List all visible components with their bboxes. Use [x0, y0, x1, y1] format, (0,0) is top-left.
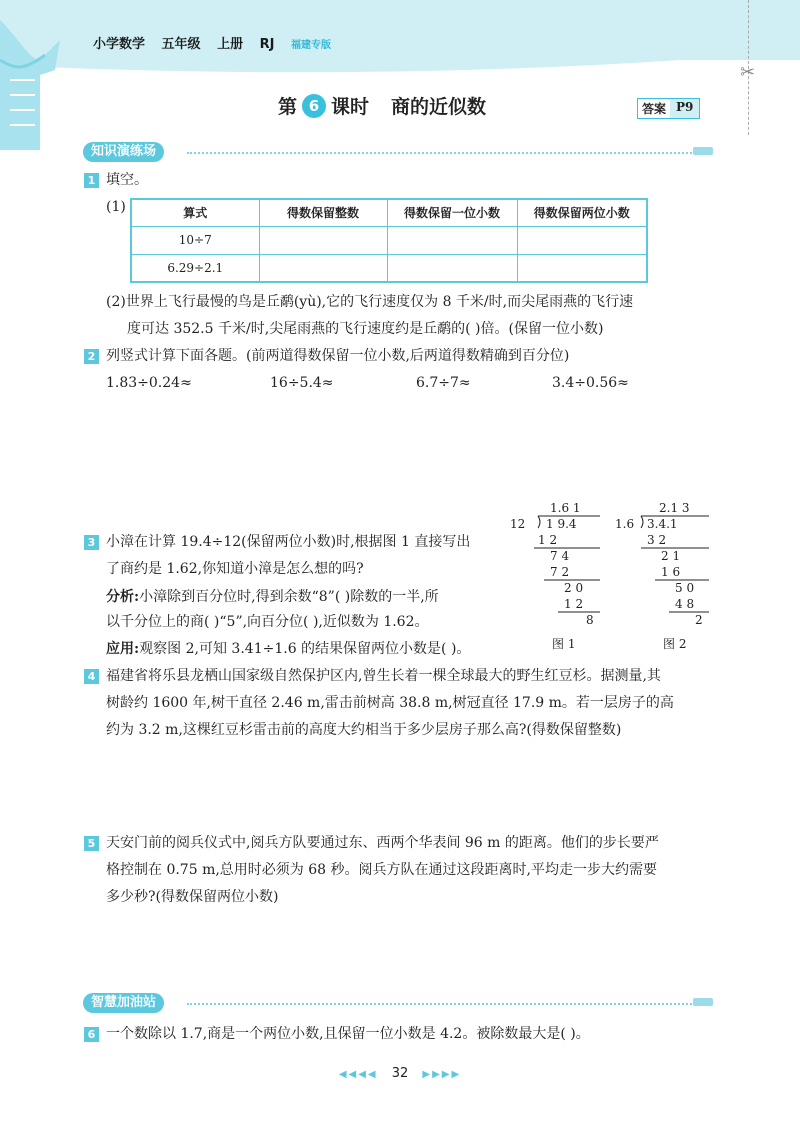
fig2-step: 3 2: [647, 533, 667, 547]
fig2-divisor: 1.6: [615, 517, 635, 531]
q1-stem: 填空。: [106, 172, 148, 188]
q1-table: [130, 198, 648, 283]
pagoda-decoration: [0, 0, 75, 150]
answer-label: 答案: [638, 99, 670, 118]
fig1-caption: 图 1: [552, 637, 576, 651]
figure-2-long-division: [613, 496, 713, 656]
q5-line1: 天安门前的阅兵仪式中,阅兵方队要通过东、西两个华表间 96 m 的距离。他们的步长要严: [106, 835, 659, 851]
fig1-step: 7 4: [550, 549, 570, 563]
fig1-quotient: 1.6 1: [550, 501, 581, 515]
scissors-icon: ✂: [740, 62, 756, 83]
right-arrows-icon: ▶▶▶▶: [422, 1069, 462, 1080]
section-advanced-title: 智慧加油站: [83, 993, 164, 1013]
fig1-step: 1 2: [564, 597, 584, 611]
analysis-label: 分析:: [106, 589, 140, 605]
breadcrumb-edition-region: 福建专版: [291, 40, 332, 51]
table-header: 得数保留两位小数: [517, 199, 647, 226]
question-number: 5: [84, 836, 99, 851]
q1-part2-line1: (2)世界上飞行最慢的鸟是丘鹬(yù),它的飞行速度仅为 8 千米/时,而尖尾雨燕的飞行速: [106, 294, 634, 310]
fig2-step: 4 8: [675, 597, 695, 611]
fig1-step: 1 2: [538, 533, 558, 547]
apply-label: 应用:: [106, 641, 140, 657]
answer-cell[interactable]: [259, 254, 387, 282]
q1-part1-label: (1): [106, 199, 126, 215]
q4-line3: 约为 3.2 m,这棵红豆杉雷击前的高度大约相当于多少层房子那么高?(得数保留整数): [106, 722, 622, 738]
page-title: [278, 92, 486, 119]
pencil-icon: [693, 998, 713, 1006]
fig2-step: 1 6: [661, 565, 681, 579]
page-number: 32: [391, 1066, 409, 1081]
table-row: [131, 254, 647, 282]
answer-cell[interactable]: [517, 226, 647, 254]
table-cell: 10÷7: [131, 226, 259, 254]
question-number: 4: [84, 669, 99, 684]
section-advanced-bar: [83, 993, 713, 1013]
q2-item: 1.83÷0.24≈: [106, 375, 192, 391]
figure-1-long-division: [508, 496, 613, 656]
q3-line1: 小漳在计算 19.4÷12(保留两位小数)时,根据图 1 直接写出: [106, 534, 471, 550]
fig1-dividend: 1 9.4: [546, 517, 577, 531]
pencil-icon: [693, 147, 713, 155]
analysis-line1: 小漳除到百分位时,得到余数“8”( )除数的一半,所: [139, 589, 439, 605]
fig2-caption: 图 2: [663, 637, 687, 651]
q3-line2: 了商约是 1.62,你知道小漳是怎么想的吗?: [106, 561, 364, 577]
q2-item: 16÷5.4≈: [270, 375, 334, 391]
fig1-step: 7 2: [550, 565, 570, 579]
answer-cell[interactable]: [387, 254, 517, 282]
question-number: 2: [84, 349, 99, 364]
table-cell: 6.29÷2.1: [131, 254, 259, 282]
section-practice-bar: [83, 142, 713, 162]
q3-apply: [106, 639, 470, 659]
breadcrumb-edition-code: RJ: [259, 37, 275, 52]
answer-cell[interactable]: [259, 226, 387, 254]
q4-line1: 福建省将乐县龙栖山国家级自然保护区内,曾生长着一棵全球最大的野生红豆杉。据测量,其: [106, 668, 661, 684]
q2-stem: 列竖式计算下面各题。(前两道得数保留一位小数,后两道得数精确到百分位): [106, 348, 570, 364]
title-suffix: 课时: [331, 96, 370, 118]
q1-part2-line2: 度可达 352.5 千米/时,尖尾雨燕的飞行速度约是丘鹬的( )倍。(保留一位小数): [127, 321, 604, 337]
breadcrumb: [93, 33, 343, 52]
q6-text: 一个数除以 1.7,商是一个两位小数,且保留一位小数是 4.2。被除数最大是( )。: [106, 1026, 590, 1042]
apply-text: 观察图 2,可知 3.41÷1.6 的结果保留两位小数是( )。: [139, 641, 471, 657]
question-number: 6: [84, 1027, 99, 1042]
fig2-step: 2: [695, 613, 703, 627]
title-prefix: 第: [278, 96, 298, 118]
table-header: 得数保留整数: [259, 199, 387, 226]
section-practice-title: 知识演练场: [83, 142, 164, 162]
q2-item: 3.4÷0.56≈: [552, 375, 629, 391]
table-row: [131, 226, 647, 254]
title-topic: 商的近似数: [391, 96, 487, 118]
fig2-step: 2 1: [661, 549, 681, 563]
fig1-step: 8: [586, 613, 594, 627]
breadcrumb-grade: 五年级: [161, 37, 201, 52]
fig1-step: 2 0: [564, 581, 584, 595]
lesson-number-badge: 6: [302, 94, 326, 118]
table-header: 算式: [131, 199, 259, 226]
q4-line2: 树龄约 1600 年,树干直径 2.46 m,雷击前树高 38.8 m,树冠直径 17.9 m。若一层房子的高: [106, 695, 674, 711]
q5-line2: 格控制在 0.75 m,总用时必须为 68 秒。阅兵方队在通过这段距离时,平均走一步大约需要: [106, 862, 657, 878]
q3-analysis: [106, 587, 439, 607]
table-header: 得数保留一位小数: [387, 199, 517, 226]
question-number: 3: [84, 535, 99, 550]
breadcrumb-subject: 小学数学: [93, 37, 146, 52]
fig2-quotient: 2.1 3: [659, 501, 690, 515]
left-arrows-icon: ◀◀◀◀: [338, 1069, 378, 1080]
answer-page: P9: [670, 99, 699, 118]
answer-cell[interactable]: [517, 254, 647, 282]
q2-item: 6.7÷7≈: [416, 375, 471, 391]
q3-analysis-line2: 以千分位上的商( )“5”,向百分位( ),近似数为 1.62。: [106, 614, 429, 630]
q5-line3: 多少秒?(得数保留两位小数): [106, 889, 279, 905]
fig1-divisor: 12: [510, 517, 526, 531]
answer-cell[interactable]: [387, 226, 517, 254]
fig2-step: 5 0: [675, 581, 695, 595]
answer-page-tag: [637, 98, 700, 119]
page-footer: [0, 1066, 800, 1081]
breadcrumb-volume: 上册: [217, 37, 244, 52]
question-number: 1: [84, 173, 99, 188]
fig2-dividend: 3.4.1: [647, 517, 678, 531]
